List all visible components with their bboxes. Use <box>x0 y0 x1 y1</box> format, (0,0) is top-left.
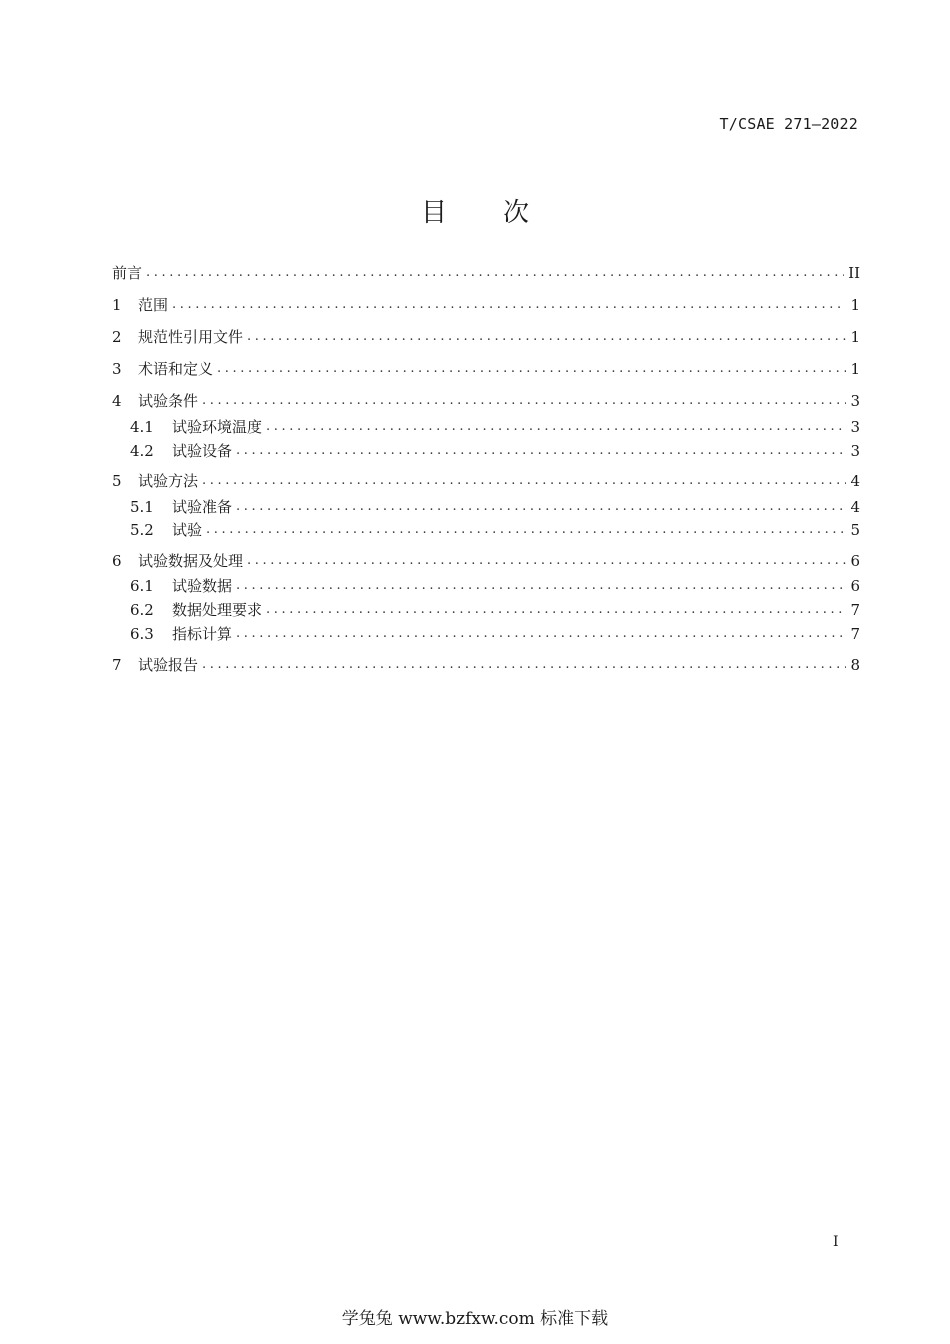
toc-entry-test-conditions[interactable] <box>112 390 860 412</box>
toc-leader-dots <box>236 575 846 597</box>
toc-entry-test-methods[interactable] <box>112 470 860 492</box>
toc-entry-scope[interactable] <box>112 294 860 316</box>
toc-entry-label: 数据处理要求 <box>172 601 263 619</box>
toc-entry-number: 4 <box>112 392 122 410</box>
toc-entry-page: 7 <box>850 625 860 643</box>
toc-entry-page: 4 <box>850 472 860 490</box>
watermark: 学兔兔 www.bzfxw.com 标准下载 <box>341 1309 609 1329</box>
toc-entry-index-calculation[interactable] <box>130 623 860 645</box>
toc-entry-test-data-processing[interactable] <box>112 550 860 572</box>
toc-entry-page: 6 <box>850 577 860 595</box>
toc-entry-label: 试验 <box>172 521 203 539</box>
toc-leader-dots <box>236 440 846 462</box>
toc-entry-label: 试验报告 <box>138 656 199 674</box>
toc-title: 目次 <box>420 198 585 228</box>
toc-entry-terms-definitions[interactable] <box>112 358 860 380</box>
toc-entry-data-processing-requirements[interactable] <box>130 599 860 621</box>
toc-entry-page: 3 <box>850 442 860 460</box>
toc-entry-number: 6.2 <box>130 601 154 619</box>
toc-entry-page: 1 <box>850 296 860 314</box>
toc-entry-page: 5 <box>850 521 860 539</box>
toc-entry-page: 6 <box>850 552 860 570</box>
toc-entry-page: 3 <box>850 418 860 436</box>
toc-entry-number: 6.3 <box>130 625 154 643</box>
toc-entry-label: 试验环境温度 <box>172 418 263 436</box>
toc-entry-page: 1 <box>850 360 860 378</box>
toc-entry-preface[interactable] <box>112 262 860 284</box>
toc-entry-label: 试验数据 <box>172 577 233 595</box>
toc-entry-page: 1 <box>850 328 860 346</box>
toc-leader-dots <box>236 496 846 518</box>
toc-entry-label: 规范性引用文件 <box>138 328 244 346</box>
toc-entry-normative-references[interactable] <box>112 326 860 348</box>
toc-leader-dots <box>236 623 846 645</box>
toc-leader-dots <box>202 390 846 412</box>
toc-entry-test[interactable] <box>130 519 860 541</box>
toc-entry-page: 8 <box>850 656 860 674</box>
toc-entry-number: 4.1 <box>130 418 154 436</box>
toc-entry-number: 3 <box>112 360 122 378</box>
toc-entry-number: 6.1 <box>130 577 154 595</box>
toc-entry-test-preparation[interactable] <box>130 496 860 518</box>
toc-entry-number: 5.2 <box>130 521 154 539</box>
toc-entry-page: II <box>848 264 860 282</box>
toc-leader-dots <box>266 599 846 621</box>
standard-number: T/CSAE 271—2022 <box>719 115 858 133</box>
toc-leader-dots <box>146 262 844 284</box>
toc-leader-dots <box>206 519 846 541</box>
toc-entry-label: 试验准备 <box>172 498 233 516</box>
toc-entry-test-equipment[interactable] <box>130 440 860 462</box>
toc-entry-label: 试验条件 <box>138 392 199 410</box>
toc-leader-dots <box>172 294 846 316</box>
toc-entry-label: 试验数据及处理 <box>138 552 244 570</box>
toc-leader-dots <box>202 470 846 492</box>
toc-entry-number: 5.1 <box>130 498 154 516</box>
toc-entry-label: 范围 <box>138 296 169 314</box>
toc-entry-number: 7 <box>112 656 122 674</box>
toc-entry-label: 试验设备 <box>172 442 233 460</box>
toc-entry-label: 术语和定义 <box>138 360 214 378</box>
toc-entry-test-temperature[interactable] <box>130 416 860 438</box>
toc-leader-dots <box>247 326 846 348</box>
toc-leader-dots <box>247 550 846 572</box>
toc-entry-page: 7 <box>850 601 860 619</box>
toc-entry-test-report[interactable] <box>112 654 860 676</box>
toc-entry-page: 3 <box>850 392 860 410</box>
toc-entry-number: 4.2 <box>130 442 154 460</box>
toc-entry-number: 2 <box>112 328 122 346</box>
toc-entry-label: 指标计算 <box>172 625 233 643</box>
toc-leader-dots <box>202 654 846 676</box>
toc-leader-dots <box>217 358 846 380</box>
toc-entry-test-data[interactable] <box>130 575 860 597</box>
toc-entry-number: 1 <box>112 296 122 314</box>
toc-entry-number: 6 <box>112 552 122 570</box>
toc-leader-dots <box>266 416 846 438</box>
page-number: I <box>833 1234 839 1250</box>
toc-entry-label: 试验方法 <box>138 472 199 490</box>
toc-entry-number: 5 <box>112 472 122 490</box>
toc-entry-label: 前言 <box>112 264 143 282</box>
toc-entry-page: 4 <box>850 498 860 516</box>
